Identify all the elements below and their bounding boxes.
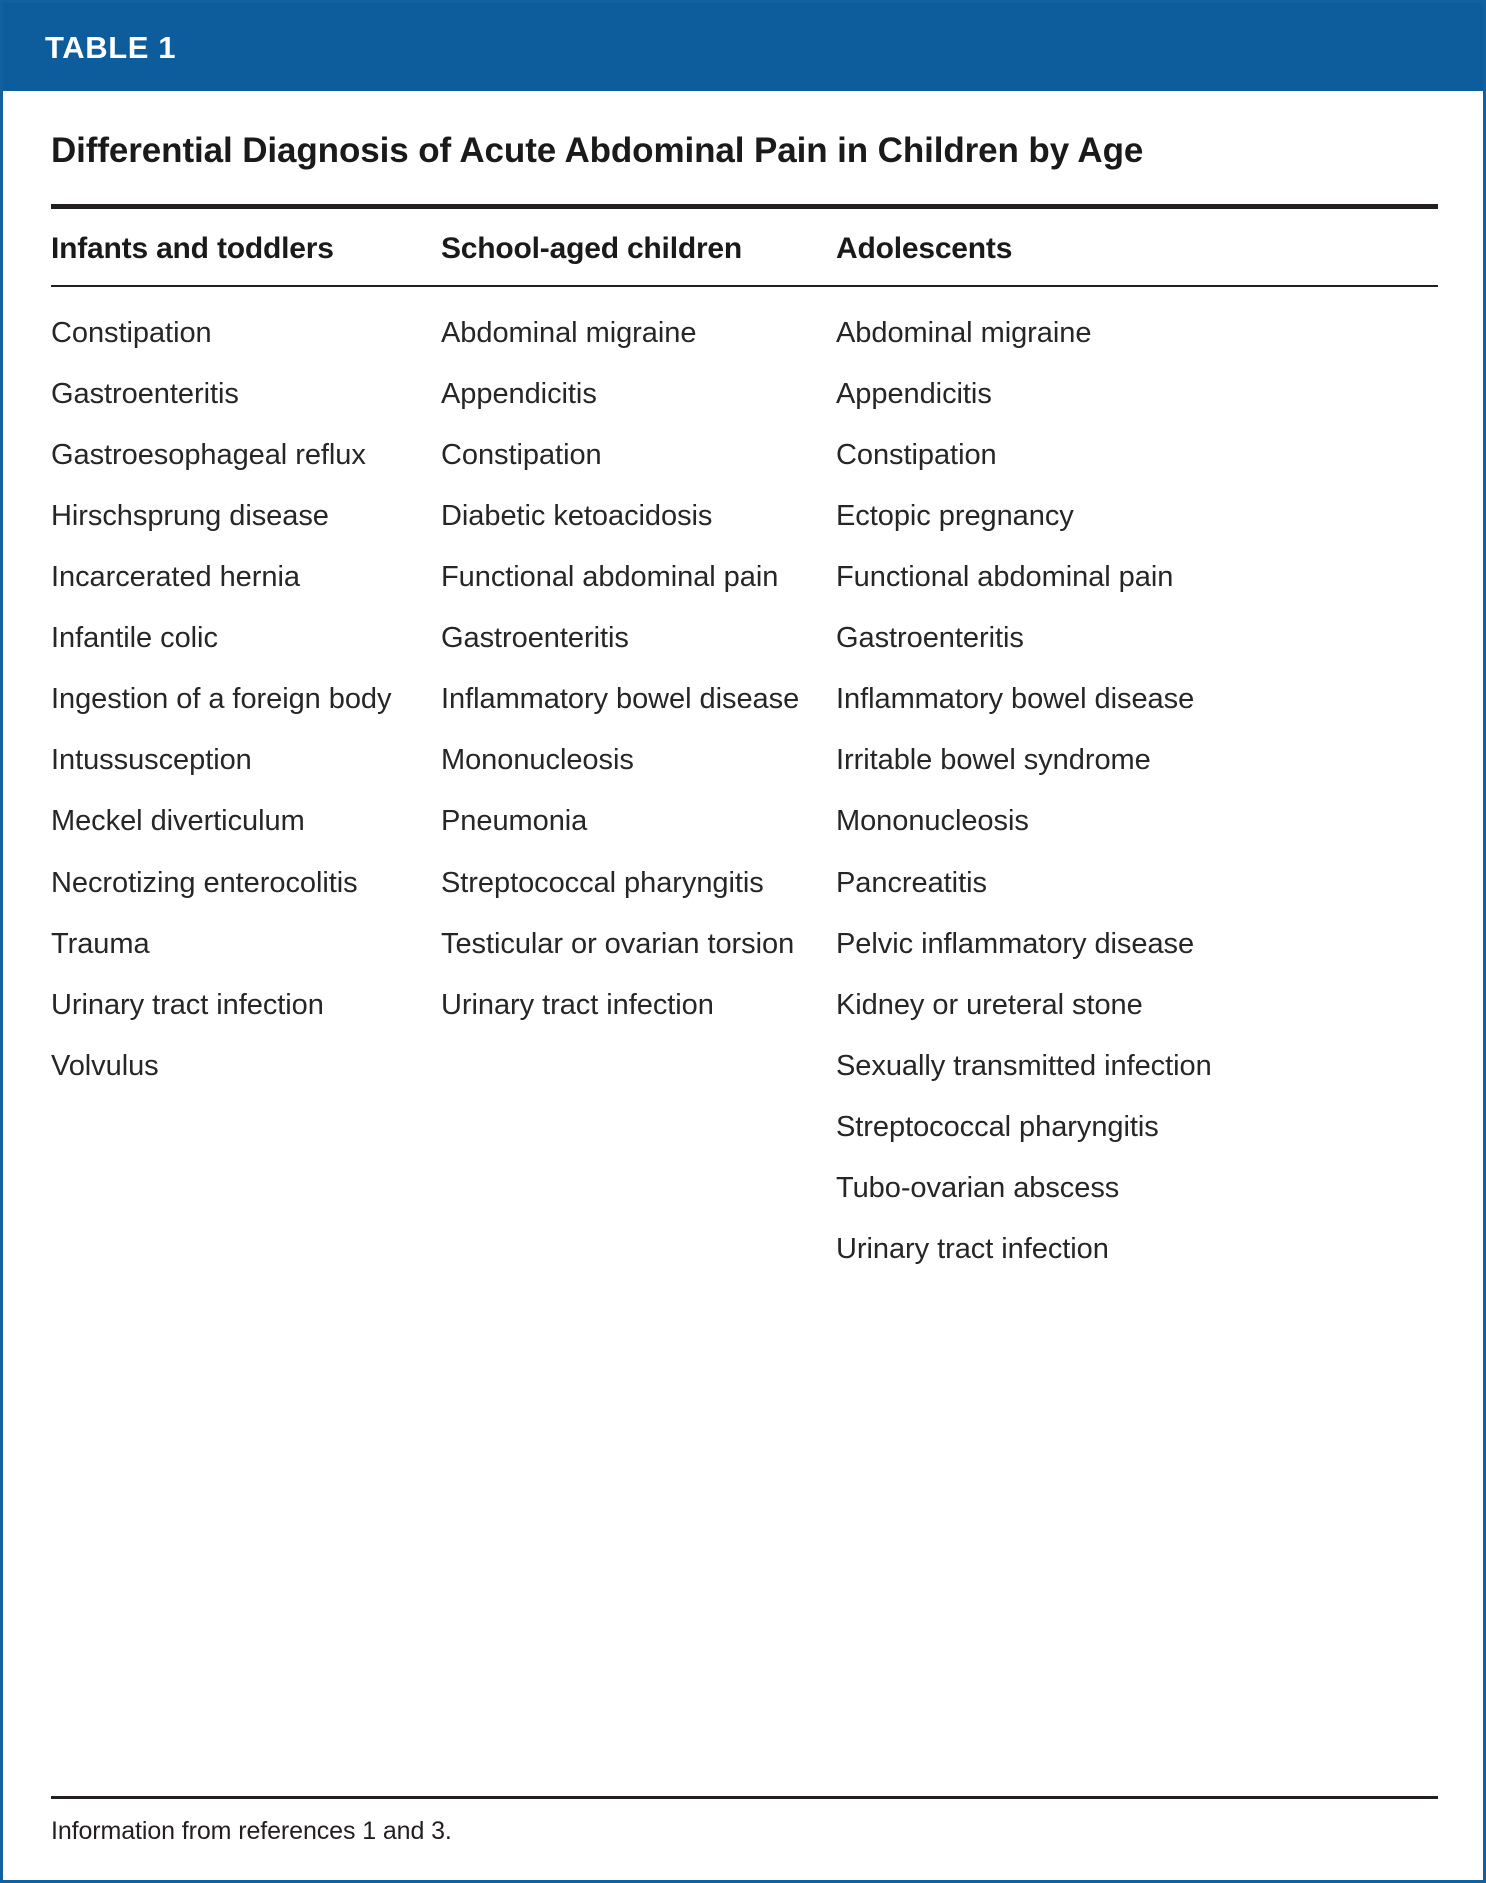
list-item: Mononucleosis: [441, 744, 634, 777]
list-item: Abdominal migraine: [441, 316, 697, 349]
list-item: Appendicitis: [836, 377, 992, 410]
list-item: Urinary tract infection: [441, 988, 714, 1021]
list-item: Ectopic pregnancy: [836, 500, 1074, 533]
list-item: Gastroenteritis: [441, 622, 629, 655]
diagnosis-list-infants: [51, 311, 441, 1088]
column-header-row: [51, 209, 1438, 285]
list-item: Meckel diverticulum: [51, 805, 305, 838]
diagnosis-list-school-aged: [441, 311, 836, 1027]
list-item: Pancreatitis: [836, 866, 987, 899]
list-item: Inflammatory bowel disease: [836, 683, 1195, 716]
list-item: Urinary tract infection: [836, 1232, 1109, 1265]
table-number-label: TABLE 1: [45, 29, 177, 65]
list-item: Incarcerated hernia: [51, 561, 300, 594]
list-item: Ingestion of a foreign body: [51, 683, 392, 716]
list-item: Irritable bowel syndrome: [836, 744, 1151, 777]
column-header-infants: Infants and toddlers: [51, 231, 334, 265]
list-item: Pelvic inflammatory disease: [836, 927, 1195, 960]
list-item: Necrotizing enterocolitis: [51, 866, 358, 899]
list-item: Gastroesophageal reflux: [51, 438, 366, 471]
list-item: Urinary tract infection: [51, 988, 324, 1021]
table-columns: [51, 287, 1438, 1788]
list-item: Gastroenteritis: [51, 377, 239, 410]
list-item: Trauma: [51, 927, 150, 960]
list-item: Mononucleosis: [836, 805, 1029, 838]
column-school-aged-children: [441, 311, 836, 1044]
list-item: Streptococcal pharyngitis: [836, 1110, 1159, 1143]
list-item: Tubo-ovarian abscess: [836, 1171, 1120, 1204]
table-footer: [51, 1788, 1438, 1880]
list-item: Inflammatory bowel disease: [441, 683, 800, 716]
list-item: Kidney or ureteral stone: [836, 988, 1143, 1021]
list-item: Constipation: [441, 438, 602, 471]
list-item: Streptococcal pharyngitis: [441, 866, 764, 899]
list-item: Functional abdominal pain: [441, 561, 779, 594]
table-title: Differential Diagnosis of Acute Abdominal Pain in Children by Age: [51, 131, 1144, 170]
list-item: Abdominal migraine: [836, 316, 1092, 349]
list-item: Hirschsprung disease: [51, 500, 329, 533]
column-header-adolescents: Adolescents: [836, 231, 1013, 265]
list-item: Sexually transmitted infection: [836, 1049, 1212, 1082]
list-item: Functional abdominal pain: [836, 561, 1174, 594]
source-note: Information from references 1 and 3.: [51, 1817, 452, 1845]
column-adolescents: [836, 311, 1438, 1288]
list-item: Infantile colic: [51, 622, 218, 655]
list-item: Testicular or ovarian torsion: [441, 927, 795, 960]
list-item: Gastroenteritis: [836, 622, 1024, 655]
table-body: [3, 91, 1483, 1880]
list-item: Constipation: [836, 438, 997, 471]
list-item: Intussusception: [51, 744, 252, 777]
table-banner: [3, 3, 1483, 91]
list-item: Volvulus: [51, 1049, 159, 1082]
list-item: Pneumonia: [441, 805, 588, 838]
list-item: Appendicitis: [441, 377, 597, 410]
column-infants-and-toddlers: [51, 311, 441, 1105]
diagnosis-list-adolescents: [836, 311, 1438, 1271]
list-item: Diabetic ketoacidosis: [441, 500, 713, 533]
column-header-school-aged: School-aged children: [441, 231, 743, 265]
list-item: Constipation: [51, 316, 212, 349]
